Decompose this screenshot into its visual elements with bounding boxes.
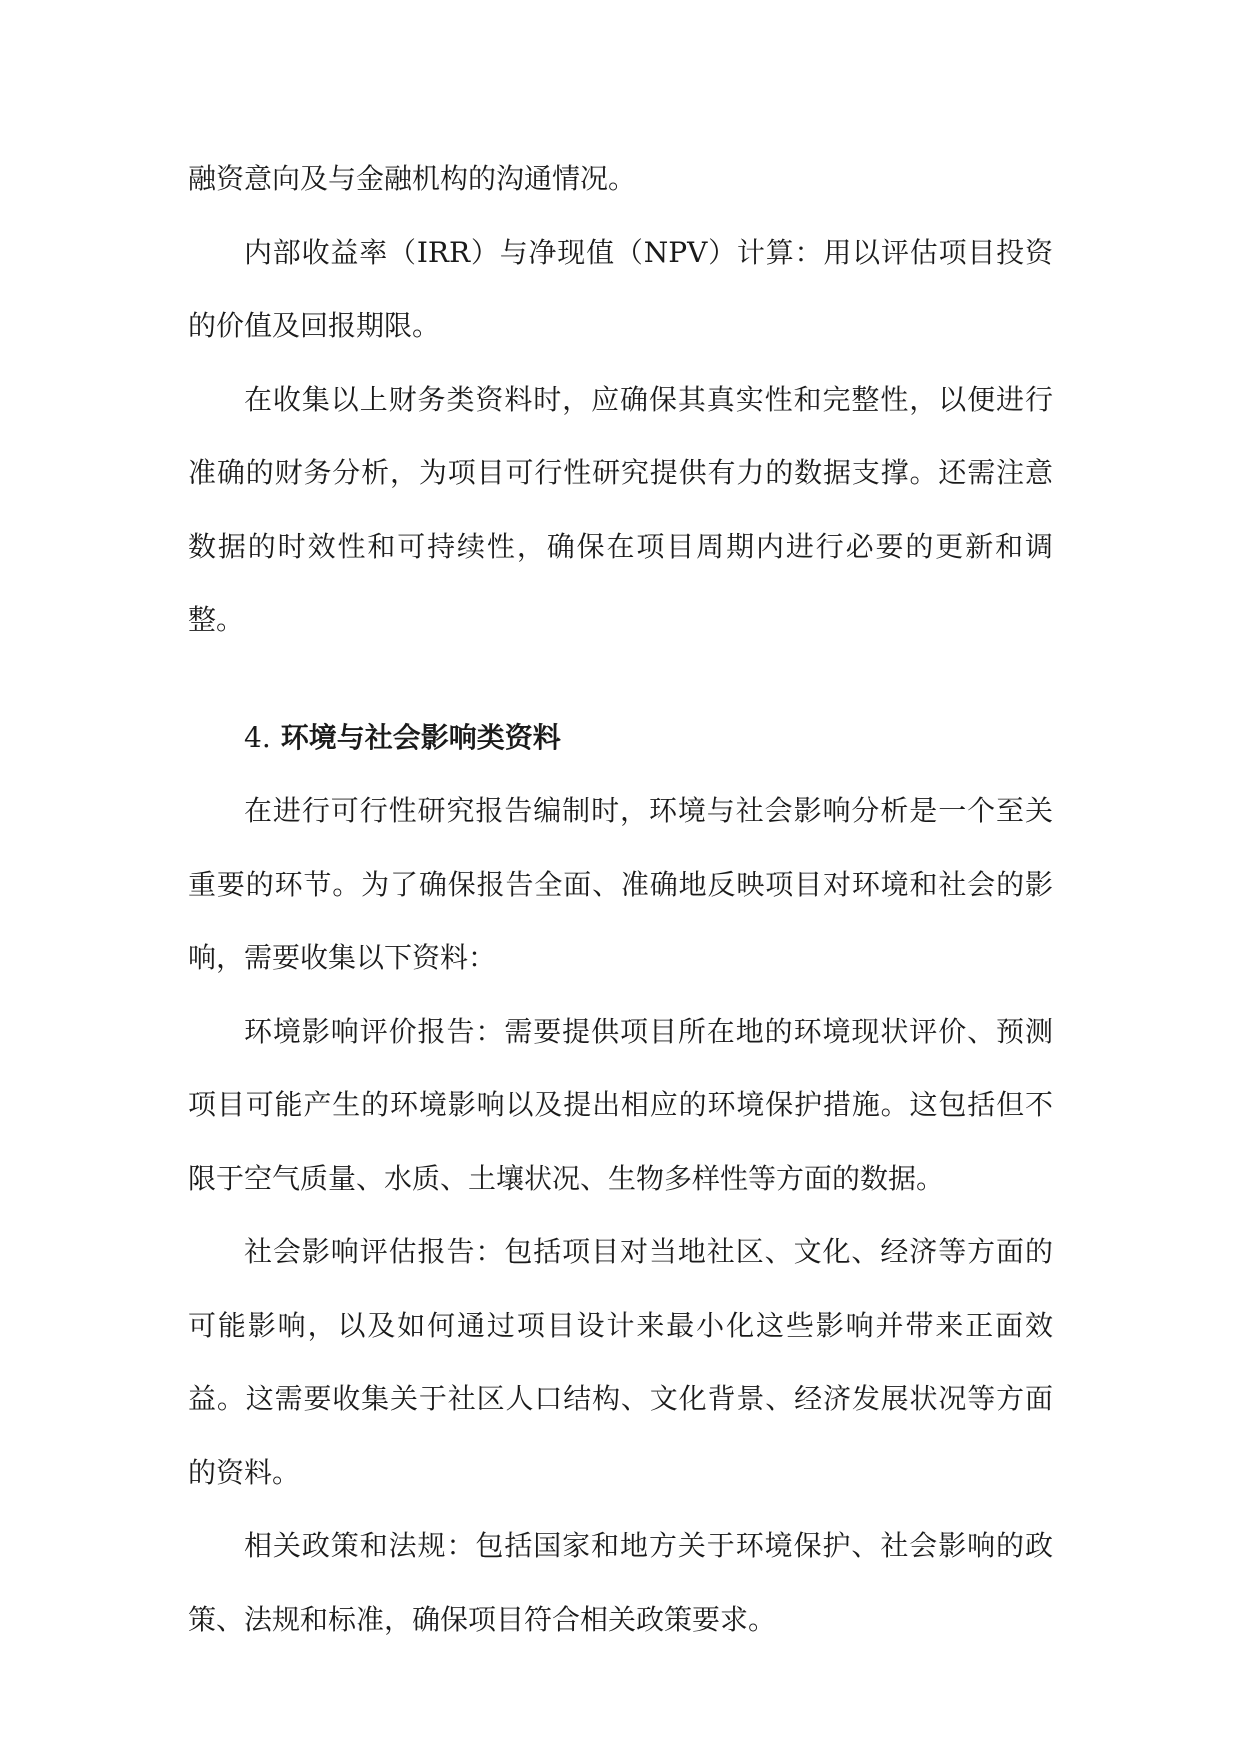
paragraph-policies-regulations: 相关政策和法规：包括国家和地方关于环境保护、社会影响的政策、法规和标准，确保项目符合相关政策要求。 — [188, 1529, 1053, 1636]
section-heading — [188, 701, 1053, 775]
document-body — [188, 142, 1053, 1656]
paragraph-eia-report: 环境影响评价报告：需要提供项目所在地的环境现状评价、预测项目可能产生的环境影响以及提出相应的环境保护措施。这包括但不限于空气质量、水质、土壤状况、生物多样性等方面的数据。 — [188, 1014, 1053, 1195]
paragraph-social-impact-report: 社会影响评估报告：包括项目对当地社区、文化、经济等方面的可能影响，以及如何通过项目设计来最小化这些影响并带来正面效益。这需要收集关于社区人口结构、文化背景、经济发展状况等方面的资料。 — [188, 1235, 1053, 1489]
paragraph-env-social-intro: 在进行可行性研究报告编制时，环境与社会影响分析是一个至关重要的环节。为了确保报告全面、准确地反映项目对环境和社会的影响，需要收集以下资料： — [188, 794, 1053, 974]
paragraph-irr-npv: 内部收益率（IRR）与净现值（NPV）计算：用以评估项目投资的价值及回报期限。 — [188, 235, 1053, 342]
section-title: 环境与社会影响类资料 — [280, 720, 561, 754]
paragraph-financial-data-collection: 在收集以上财务类资料时，应确保其真实性和完整性，以便进行准确的财务分析，为项目可行性研究提供有力的数据支撑。还需注意数据的时效性和可持续性，确保在项目周期内进行必要的更新和调整。 — [188, 382, 1053, 636]
paragraph-financing-intent: 融资意向及与金融机构的沟通情况。 — [188, 162, 637, 195]
section-number: 4. — [244, 720, 271, 754]
